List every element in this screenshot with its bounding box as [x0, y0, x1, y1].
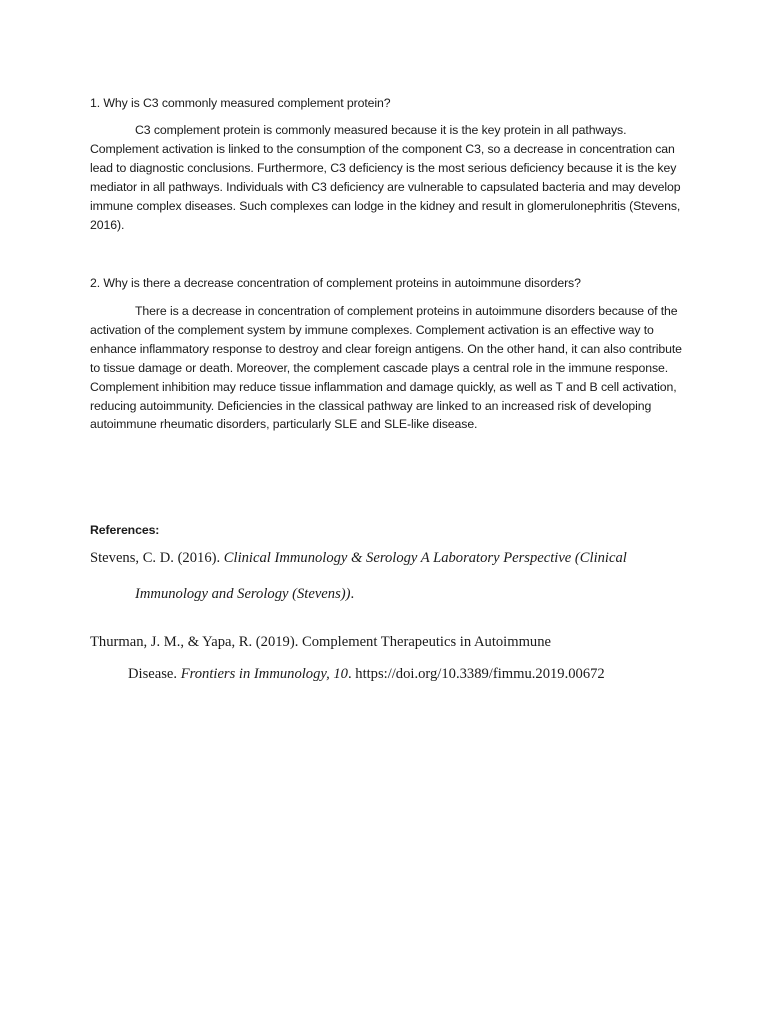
reference-1-title-continued: Immunology and Serology (Stevens)) [135, 586, 351, 602]
reference-1-authors: Stevens, C. D. (2016). [90, 550, 224, 566]
answer-1: C3 complement protein is commonly measured because it is the key protein in all pathways. Complement activation is linked to the consumption of the component C3, so a decrease in concentration can lead to diagnostic conclusions. Furthermore, C3 deficiency is the most serious deficiency because it is the key mediator in all pathways. Individuals with C3 deficiency are vulnerable to capsulated bacteria and may develop immune complex diseases. Such complexes can lodge in the kidney and result in glomerulonephritis (Stevens, 2016). [90, 123, 681, 232]
answer-2: There is a decrease in concentration of complement proteins in autoimmune disorders because of the activation of the complement system by immune complexes. Complement activation is an effective way to enhance inflammatory response to destroy and clear foreign antigens. On the other hand, it can also contribute to tissue damage or death. Moreover, the complement cascade plays a central role in the immune response. Complement inhibition may reduce tissue inflammation and damage quickly, as well as T and B cell activation, reducing autoimmunity. Deficiencies in the classical pathway are linked to an increased risk of developing autoimmune rheumatic disorders, particularly SLE and SLE-like disease. [90, 304, 682, 432]
reference-2-line-2 [128, 666, 605, 683]
reference-1-line-2 [135, 586, 354, 603]
reference-1-end: . [350, 586, 355, 602]
question-1: 1. Why is C3 commonly measured complement protein? [90, 96, 391, 110]
question-2: 2. Why is there a decrease concentration of complement proteins in autoimmune disorders? [90, 276, 581, 290]
reference-1-line-1 [90, 550, 627, 567]
reference-2-doi: . https://doi.org/10.3389/fimmu.2019.00672 [347, 666, 605, 682]
reference-1-title: Clinical Immunology & Serology A Laboratory Perspective (Clinical [223, 550, 627, 566]
reference-2-disease: Disease. [128, 666, 181, 682]
reference-2-line-1: Thurman, J. M., & Yapa, R. (2019). Complement Therapeutics in Autoimmune [90, 634, 552, 650]
reference-2-journal: Frontiers in Immunology, 10 [180, 666, 348, 682]
references-heading: References: [90, 523, 160, 537]
